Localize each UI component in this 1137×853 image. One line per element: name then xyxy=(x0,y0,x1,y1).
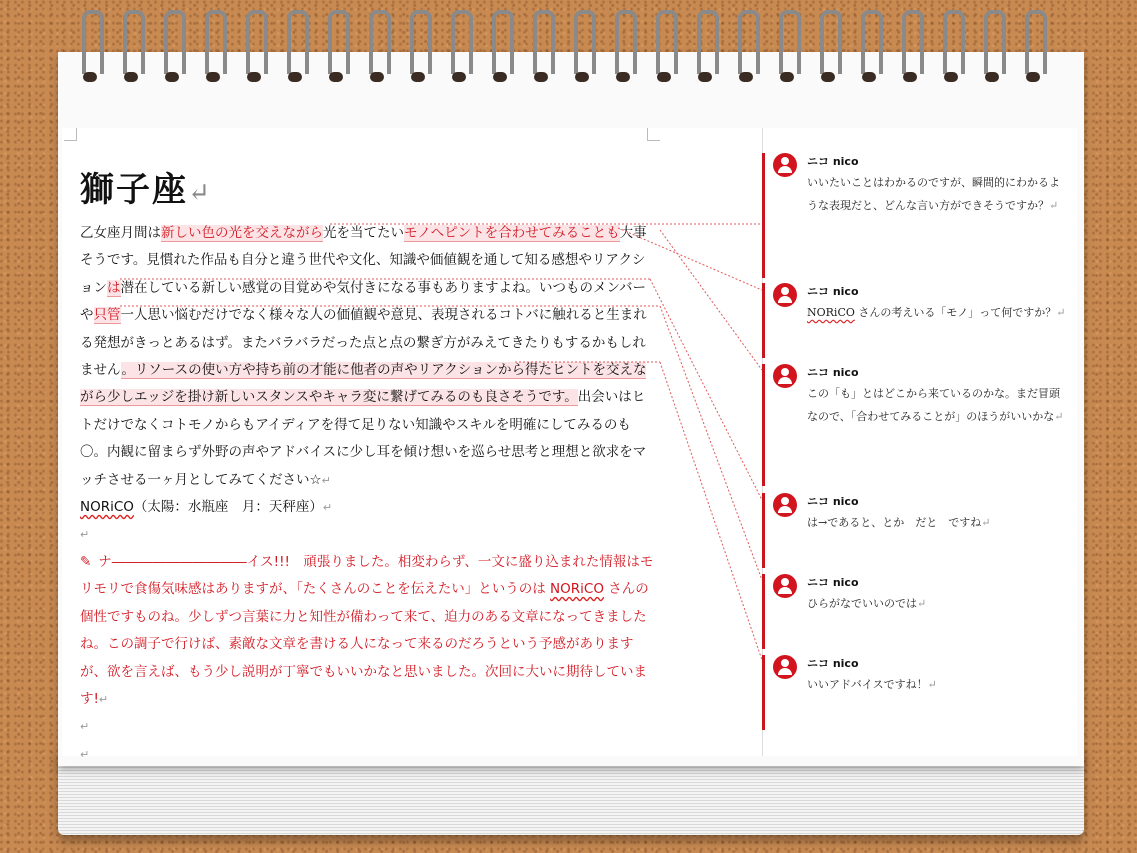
comment-author: ニコ nico xyxy=(807,366,859,379)
feedback-paragraph[interactable]: ✎ ナ――――――――――イス!!! 頑張りました。相変わらず、一文に盛り込まれた情報はモリモリで食傷気味感はありますが、「たくさんのことを伝えたい」というのは NORiCO さんの個性ですものね。少しずつ言葉に力と知性が備わって来て、迫力のある文章になってきましたね。この調子で行けば、素敵な文章を書ける人になって来るのだろうという予感がありますが、欲を言えば、もう少し説明が丁寧でもいいかなと思いました。次回に大いに期待しています!↵ xyxy=(80,549,656,713)
main-paragraph[interactable]: 乙女座月間は新しい色の光を交えながら光を当てたいモノへピントを合わせてみることも大事そうです。見慣れた作品も自分と違う世代や文化、知識や価値観を通して知る感想やリアクションは潜在している新しい感覚の目覚めや気付きになる事もありますよね。いつものメンバーや只管一人思い悩むだけでなく様々な人の価値観や意見、表現されるコトバに触れると生まれる発想がきっとあるはず。またバラバラだった点と点の繋ぎ方がみえてきたりもするかもしれません。リソースの使い方や持ち前の才能に他者の声やリアクションから得たヒントを交えながら少しエッジを掛け新しいスタンスやキャラ変に繋げてみるのも良さそうです。出会いはヒトだけでなくコトモノからもアイディアを得て足りない知識やスキルを明確にしてみるのも〇。内観に留まらず外野の声やアドバイスに少し耳を傾け想いを巡らせ思考と理想と欲求をマッチさせる一ヶ月としてみてください☆↵ xyxy=(80,225,647,488)
comment-text[interactable]: NORiCO さんの考えいる「モノ」って何ですか？↵ xyxy=(807,306,1066,319)
comment-author: ニコ nico xyxy=(807,285,859,298)
comment-anchor-2-3[interactable]: モノへピントを合わせてみることも xyxy=(404,225,620,241)
avatar xyxy=(773,493,797,517)
spiral-binding xyxy=(70,10,1070,90)
comment-author: ニコ nico xyxy=(807,495,859,508)
comment-anchor-4[interactable]: は xyxy=(107,279,121,296)
avatar xyxy=(773,364,797,388)
avatar xyxy=(773,153,797,177)
comment-text[interactable]: は→であると、とか だと ですね↵ xyxy=(807,516,991,529)
comment-text[interactable]: ひらがなでいいのでは↵ xyxy=(807,597,927,610)
document-page[interactable] xyxy=(62,128,762,761)
comment-card[interactable] xyxy=(763,153,1077,278)
empty-line[interactable]: ↵ xyxy=(80,747,90,761)
comment-text[interactable]: いいたいことはわかるのですが、瞬間的にわかるような表現だと、どんな言い方ができそうですか？↵ xyxy=(807,176,1060,212)
comment-text[interactable]: この「も」とはどこから来ているのかな。まだ冒頭なので、「合わせてみることが」のほうがいいかな↵ xyxy=(807,387,1064,423)
pencil-icon: ✎ xyxy=(80,553,92,570)
comment-card[interactable] xyxy=(763,364,1077,486)
document-body[interactable] xyxy=(80,220,656,768)
comment-author: ニコ nico xyxy=(807,576,859,589)
page-title[interactable]: 獅子座↵ xyxy=(80,170,212,210)
author-line[interactable]: NORiCO（太陽：水瓶座 月：天秤座）↵ xyxy=(80,499,333,516)
avatar xyxy=(773,655,797,679)
comment-card[interactable] xyxy=(763,493,1077,568)
empty-line[interactable]: ↵ xyxy=(80,720,90,734)
margin-corner-top-right xyxy=(647,128,660,141)
margin-corner-top-left xyxy=(64,128,77,141)
comment-anchor-5[interactable]: 只管 xyxy=(93,307,121,324)
comment-author: ニコ nico xyxy=(807,657,859,670)
comment-card[interactable] xyxy=(763,283,1077,358)
comment-author: ニコ nico xyxy=(807,155,859,168)
avatar xyxy=(773,574,797,598)
avatar xyxy=(773,283,797,307)
comment-card[interactable] xyxy=(763,655,1077,730)
comment-card[interactable] xyxy=(763,574,1077,649)
comment-text[interactable]: いいアドバイスですね！↵ xyxy=(807,678,937,691)
empty-line[interactable]: ↵ xyxy=(80,528,90,542)
comments-pane xyxy=(762,128,1077,756)
comment-anchor-1[interactable]: 新しい色の光を交えながら xyxy=(161,225,323,241)
comment-anchor-6[interactable]: 。リソースの使い方や持ち前の才能に他者の声やリアクションから得たヒントを交えながら少しエッジを掛け新しいスタンスやキャラ変に繋げてみるのも良さそうです。 xyxy=(80,362,647,406)
